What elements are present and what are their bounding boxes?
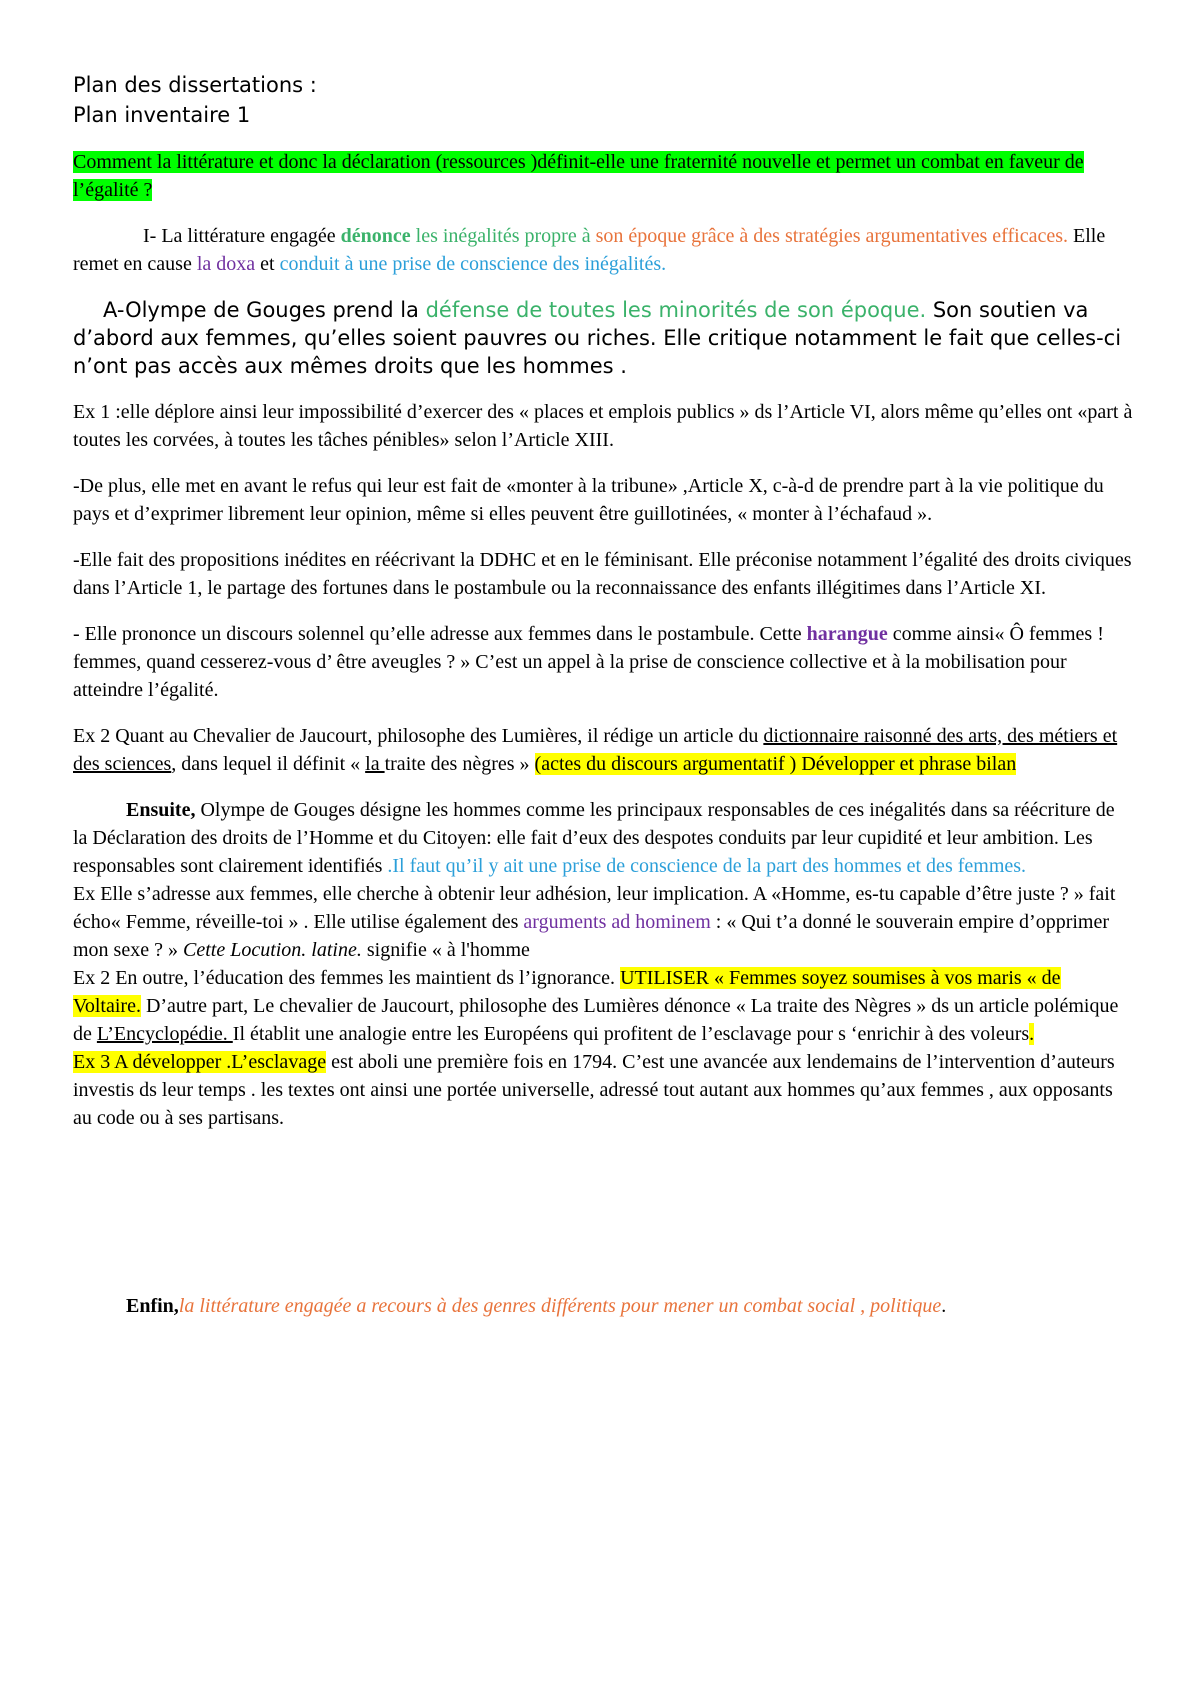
discours-paragraph [73, 620, 1133, 704]
discours-text-c: comme ainsi« Ô femmes ! femmes, quand cesserez-vous d’ être aveugles ? » C’est un appel à la prise de conscience collective et à la mobilisation pour atteindre l’égalité. [73, 623, 1104, 701]
ex2b-period-highlight: . [1029, 1023, 1035, 1045]
ex2b-text-c: D’autre part, Le chevalier de Jaucourt, philosophe des Lumières dénonce « La traite des Nègres » ds un article polémique de [73, 995, 1119, 1045]
enfin-text-b: la littérature engagée a recours à des genres différents pour mener un combat social , politique [178, 1295, 942, 1317]
de-plus-paragraph: -De plus, elle met en avant le refus qui leur est fait de «monter à la tribune» ,Article X, c-à-d de prendre part à la vie politique du pays et d’exprimer librement leur opinion, même si elles peuvent être guillotinées, « monter à l’échafaud ». [73, 475, 1104, 525]
enfin-paragraph [73, 1292, 1133, 1320]
part-1-heading [73, 222, 1133, 278]
discours-text-a: - Elle prononce un discours solennel qu’elle adresse aux femmes dans le postambule. Cette [73, 623, 807, 645]
enfin-label: Enfin, [126, 1295, 179, 1317]
sectionA-text-a: A-Olympe de Gouges prend la [103, 298, 426, 322]
part1-text-d: son époque grâce à des stratégies argumentatives efficaces. [595, 225, 1068, 247]
ensuite-label: Ensuite, [126, 799, 196, 821]
document-page [73, 70, 1133, 1320]
part1-denonce: dénonce [340, 225, 411, 247]
part1-text-a: I- La littérature engagée [143, 225, 341, 247]
propositions-paragraph: -Elle fait des propositions inédites en réécrivant la DDHC et en le féminisant. Elle préconise notamment l’égalité des droits civiques dans l’Article 1, le partage des fortunes dans le postambule ou la reconnaissance des enfants illégitimes dans l’Article XI. [73, 549, 1132, 599]
title-line-2: Plan inventaire 1 [73, 103, 251, 127]
question-highlight: Comment la littérature et donc la déclaration (ressources )définit-elle une fraternité nouvelle et permet un combat en faveur de l’égalité ? [73, 151, 1084, 201]
harangue: harangue [806, 623, 888, 645]
ex2-note-highlight: (actes du discours argumentatif ) Développer et phrase bilan [534, 753, 1017, 775]
example-2 [73, 722, 1133, 778]
enfin-text-c: . [941, 1295, 947, 1317]
part1-text-e: Elle remet en cause [73, 225, 1106, 275]
title-line-1: Plan des dissertations : [73, 73, 317, 97]
ensuite-text-b: Olympe de Gouges désigne les hommes comme les principaux responsables de ces inégalités dans sa réécriture de la Déclaration des droits de l’Homme et du Citoyen: elle fait d’eux des despotes conduits par leur cupidité et leur ambition. Les responsables sont clairement identifiés [73, 799, 1115, 877]
sectionA-minorities: défense de toutes les minorités de son époque. [425, 298, 927, 322]
ex2b-encyclopedie: L’Encyclopédie. [96, 1023, 233, 1045]
example-1: Ex 1 :elle déplore ainsi leur impossibilité d’exercer des « places et emplois publics » ds l’Article VI, alors même qu’elles ont «part à toutes les corvées, à toutes les tâches pénibles» selon l’Article XIII. [73, 401, 1133, 451]
ex2-text-a: Ex 2 Quant au Chevalier de Jaucourt, philosophe des Lumières, il rédige un article du [73, 725, 764, 747]
exElle-text-a: Ex Elle s’adresse aux femmes, elle cherche à obtenir leur adhésion, leur implication. A «Homme, es-tu capable d’être juste ? » fait écho« Femme, réveille-toi » . Elle utilise également des [73, 883, 1116, 933]
ex2-text-e: traite des nègres » [384, 753, 535, 775]
section-a [73, 296, 1133, 380]
part1-text-c: les inégalités propre à [410, 225, 596, 247]
ex2b-utiliser-highlight: UTILISER « Femmes soyez soumises à vos maris « de Voltaire. [73, 967, 1061, 1017]
document-title [73, 70, 1133, 130]
sectionA-text-c: Son soutien va d’abord aux femmes, qu’elles soient pauvres ou riches. Elle critique notamment le fait que celles-ci n’ont pas accès aux mêmes droits que les hommes . [73, 298, 1122, 378]
ex-elle-paragraph [73, 880, 1133, 964]
ex3-highlight: Ex 3 A développer .L’esclavage [73, 1051, 327, 1073]
ad-hominem: arguments ad hominem [523, 911, 711, 933]
ex2-text-c: , dans lequel il définit « [171, 753, 366, 775]
ex3-text-b: est aboli une première fois en 1794. C’est une avancée aux lendemains de l’intervention d’auteurs investis ds leur temps . les textes ont ainsi une portée universelle, adressé tout autant aux hommes qu’aux femmes , aux opposants au code ou à ses partisans. [73, 1051, 1115, 1129]
ensuite-text-c: .Il faut qu’il y ait une prise de conscience de la part des hommes et des femmes. [387, 855, 1027, 877]
ex2b-text-e: Il établit une analogie entre les Européens qui profitent de l’esclavage pour s ‘enrichir à des voleurs [232, 1023, 1030, 1045]
main-question [73, 148, 1133, 204]
ex2-dictionnaire: dictionnaire raisonné des arts, des métiers et des sciences [73, 725, 1118, 775]
ex2-la: la [365, 753, 385, 775]
exElle-locution: Cette Locution. latine. [182, 939, 362, 961]
part1-doxa: la doxa [196, 253, 256, 275]
example-3 [73, 1048, 1133, 1132]
part1-text-h: conduit à une prise de conscience des inégalités. [279, 253, 667, 275]
ensuite-paragraph [73, 796, 1133, 880]
part1-text-g: et [255, 253, 280, 275]
example-2b [73, 964, 1133, 1048]
exElle-text-e: signifie « à l'homme [361, 939, 530, 961]
ex2b-text-a: Ex 2 En outre, l’éducation des femmes les maintient ds l’ignorance. [73, 967, 621, 989]
exElle-text-c: : « Qui t’a donné le souverain empire d’opprimer mon sexe ? » [73, 911, 1110, 961]
